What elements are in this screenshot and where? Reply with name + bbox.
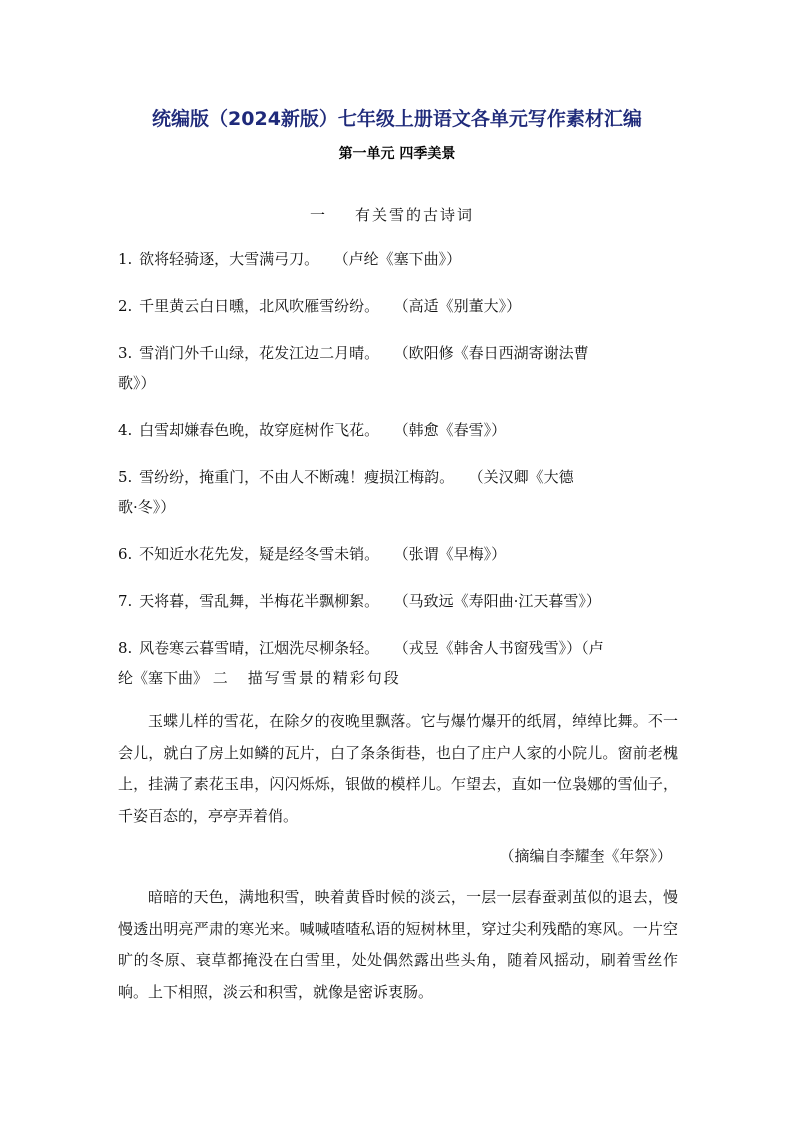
section-number: 一 [310,206,328,224]
section-heading-1 [310,204,474,225]
item-source: （张谓《早梅》） [401,545,507,563]
document-title: 统编版（2024新版）七年级上册语文各单元写作素材汇编 [152,108,642,130]
paragraph-1: 玉蝶儿样的雪花，在除夕的夜晚里飘落。它与爆竹爆开的纸屑，绰绰比舞。不一会儿，就白了房上如鳞的瓦片，白了条条街巷，也白了庄户人家的小院儿。窗前老槐上，挂满了素花玉串，闪闪烁烁，银做的模样儿。乍望去，直如一位袅娜的雪仙子，千姿百态的，亭亭弄着俏。 [118,712,678,825]
item-source: （韩愈《春雪》） [401,421,507,439]
poem-item-6 [118,538,506,570]
item-source: （关汉卿《大德 [476,468,574,486]
poem-item-4 [118,414,506,446]
item-text: 欲将轻骑逐，大雪满弓刀。 [139,250,320,268]
item-source-continued: 纶《塞下曲》 二 [118,669,228,687]
poem-item-5-continued: 歌·冬》） [118,498,176,516]
poem-item-1 [118,243,461,275]
item-source: （马致远《寿阳曲·江天暮雪》） [401,592,601,610]
item-text: 千里黄云白日曛，北风吹雁雪纷纷。 [139,297,380,315]
item-source: （欧阳修《春日西湖寄谢法曹 [401,344,589,362]
item-number: 6. [118,545,133,563]
item-source: （戎昱《韩舍人书窗残雪》）（卢 [401,639,604,657]
paragraph-1-credit: （摘编自李耀奎《年祭》） [499,847,672,865]
unit-heading: 第一单元 四季美景 [338,146,456,162]
section-heading-2: 描写雪景的精彩句段 [247,669,401,687]
item-number: 2. [118,297,133,315]
item-source: （高适《别董大》） [401,297,522,315]
item-text: 雪消门外千山绿，花发江边二月晴。 [139,344,380,362]
poem-item-3 [118,337,589,369]
poem-item-8 [118,632,604,664]
item-text: 不知近水花先发，疑是经冬雪未销。 [139,545,380,563]
item-number: 8. [118,639,133,657]
section-title: 有关雪的古诗词 [355,206,475,224]
item-text: 雪纷纷，掩重门，不由人不断魂！瘦损江梅韵。 [139,468,455,486]
item-number: 3. [118,344,133,362]
poem-item-8-continued [118,662,401,694]
item-source: （卢纶《塞下曲》） [341,250,462,268]
item-number: 1. [118,250,133,268]
poem-item-7 [118,585,601,617]
item-text: 白雪却嫌春色晚，故穿庭树作飞花。 [139,421,380,439]
item-text: 天将暮，雪乱舞，半梅花半飘柳絮。 [139,592,380,610]
paragraph-2: 暗暗的天色，满地积雪，映着黄昏时候的淡云，一层一层春蚕剥茧似的退去，慢慢透出明亮严肃的寒光来。喊喊喳喳私语的短树林里，穿过尖利残酷的寒风。一片空旷的冬原、衰草都掩没在白雪里，处处偶然露出些头角，随着风摇动，刷着雪丝作响。上下相照，淡云和积雪，就像是密诉衷肠。 [118,888,678,1001]
item-number: 7. [118,592,133,610]
item-number: 4. [118,421,133,439]
item-text: 风卷寒云暮雪晴，江烟洗尽柳条轻。 [139,639,380,657]
poem-item-5 [118,461,574,493]
item-number: 5. [118,468,133,486]
poem-item-2 [118,290,521,322]
poem-item-3-continued: 歌》） [118,374,156,392]
